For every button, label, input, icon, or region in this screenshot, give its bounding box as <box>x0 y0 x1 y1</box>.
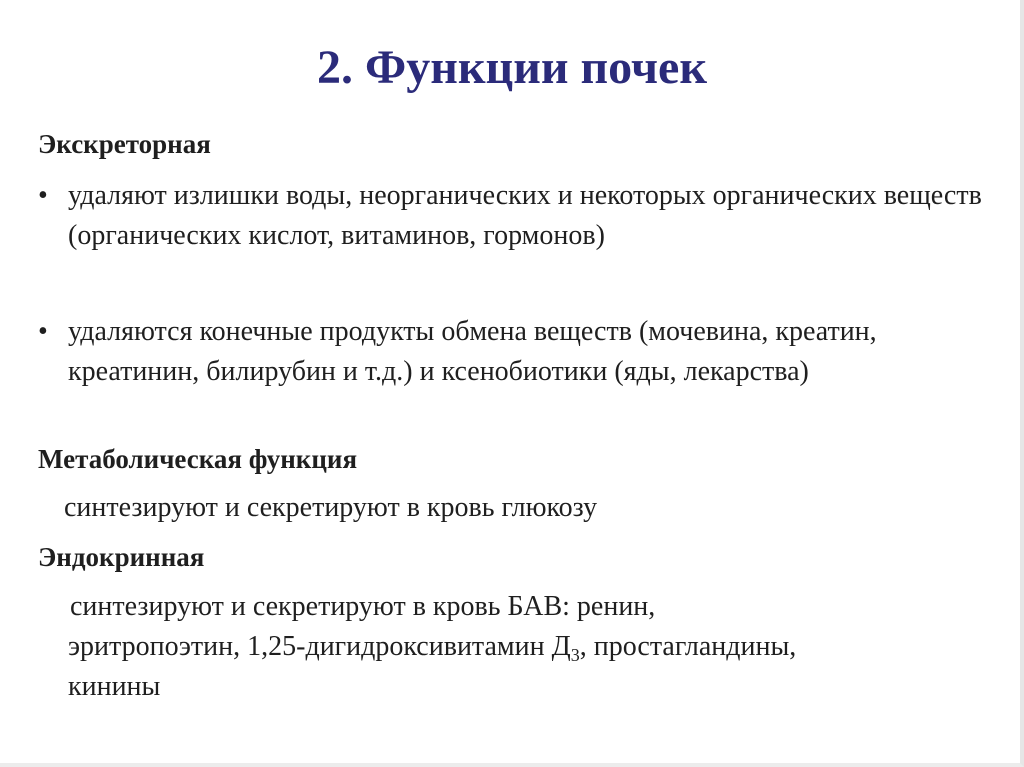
bullet-marker: • <box>38 180 48 211</box>
heading-endocrine: Эндокринная <box>38 542 205 572</box>
heading-metabolic: Метаболическая функция <box>38 444 358 474</box>
metabolic-text: синтезируют и секретируют в кровь глюкозу <box>64 492 598 523</box>
endocrine-line-2 <box>68 627 796 667</box>
bullet-marker: • <box>38 316 48 347</box>
endocrine-line-3: кинины <box>68 671 161 702</box>
slide-title: 2. Функции почек <box>317 41 707 94</box>
bullet-text: удаляют излишки воды, неорганических и некоторых органических веществ (органических кислот, витаминов, гормонов) <box>68 180 982 251</box>
subscript-3: 3 <box>570 645 580 665</box>
bullet-item-2 <box>38 312 988 392</box>
bullet-text: удаляются конечные продукты обмена веществ (мочевина, креатин, креатинин, билирубин и т.д.) и ксенобиотики (яды, лекарства) <box>68 316 877 387</box>
endocrine-line-2-text: эритропоэтин, 1,25-дигидроксивитамин Д <box>68 631 571 662</box>
endocrine-line-2-tail: , простагландины, <box>579 631 797 662</box>
bullet-item-1 <box>38 176 988 256</box>
heading-excretory: Экскреторная <box>38 129 211 159</box>
endocrine-line-1: синтезируют и секретируют в кровь БАВ: ренин, <box>70 591 656 622</box>
